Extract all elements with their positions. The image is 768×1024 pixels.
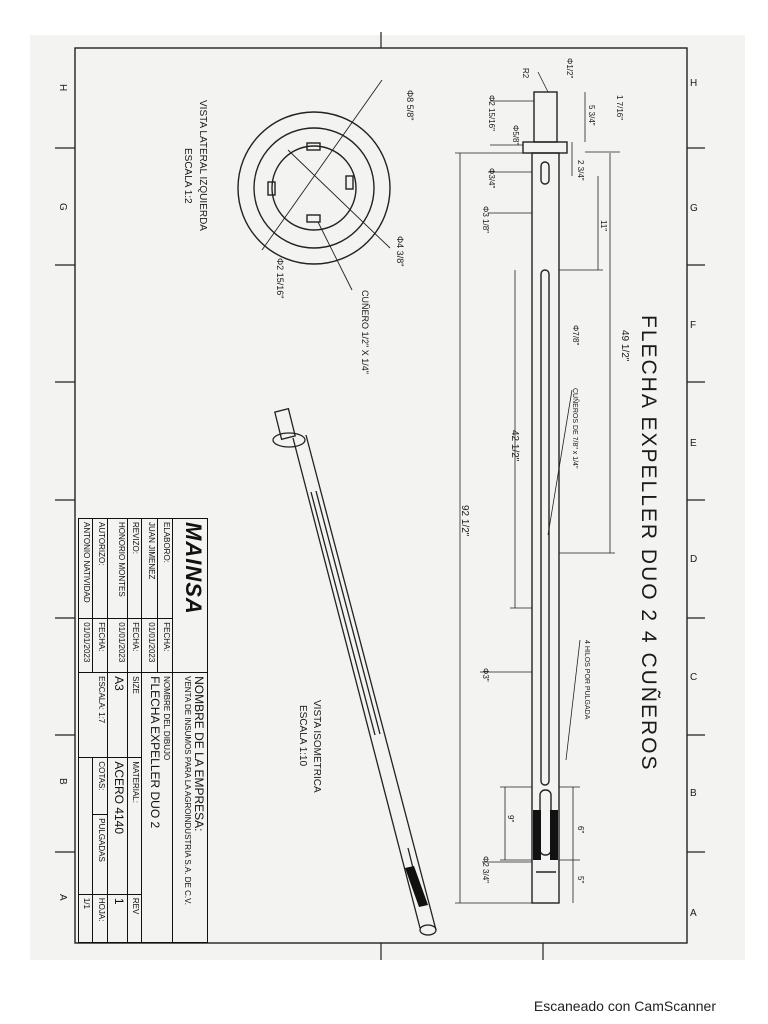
side-view-key-right — [346, 176, 353, 189]
border-letter-a-right: A — [690, 908, 697, 919]
dim-len-9: 9" — [506, 815, 515, 823]
dim-len-5: 5" — [576, 876, 585, 884]
drawing-title: FLECHA EXPELLER DUO 2 4 CUÑEROS — [637, 315, 660, 772]
drawing-name: FLECHA EXPELLER DUO 2 — [148, 676, 163, 829]
sheet-label: HOJA: — [93, 894, 107, 942]
side-view-key-bottom — [307, 215, 320, 222]
dim-inner: Φ2 15/16" — [275, 258, 285, 299]
reviso-fecha-label: FECHA: — [128, 619, 142, 673]
dim-len-1-7: 1 7/16" — [615, 95, 624, 121]
border-letter-h-right: H — [690, 78, 698, 89]
shaft-keyway-upper — [541, 162, 549, 184]
dim-len-49: 49 1/2" — [619, 330, 630, 362]
dim-d-3: Φ3" — [481, 668, 490, 682]
dim-d-3-1: Φ3 1/8" — [481, 206, 490, 234]
shaft-thread-slot — [540, 790, 551, 855]
autorizo-label: AUTORIZO: — [93, 519, 107, 619]
drawing-cell — [142, 673, 173, 943]
units-value: PULGADAS — [93, 815, 107, 895]
dim-d-5-8: Φ5/8" — [511, 125, 520, 146]
dim-hilos: 4 HILOS POR PULGADA — [583, 640, 590, 720]
sheet-value: 1/1 — [79, 894, 93, 942]
side-view — [238, 80, 390, 290]
size-label: SIZE — [128, 673, 142, 758]
reviso-name: HONORIO MONTES — [107, 519, 127, 619]
border-letter-g: G — [57, 203, 68, 211]
company-label: NOMBRE DE LA EMPRESA: — [192, 676, 206, 832]
units-spacer — [79, 758, 93, 895]
border-letter-f-right: F — [690, 320, 697, 331]
border-letter-c-right: C — [690, 672, 698, 683]
company-cell — [173, 673, 208, 943]
dim-len-42: 42 1/2" — [509, 430, 520, 462]
autorizo-name: ANTONIO NATIVIDAD — [79, 519, 93, 619]
dim-d-3-4: Φ3/4" — [487, 168, 496, 189]
dim-d-2-3: Φ2 3/4" — [481, 856, 490, 884]
dim-len-92: 92 1/2" — [459, 505, 470, 537]
iso-view-title: VISTA ISOMETRICA — [311, 700, 322, 793]
dim-d-7-8: Φ7/8" — [571, 325, 580, 346]
shaft-keyway-long — [541, 270, 549, 785]
drawing-label: NOMBRE DEL DIBUJO — [162, 676, 172, 761]
border-letter-g-right: G — [690, 203, 698, 214]
autorizo-fecha-label: FECHA: — [93, 619, 107, 673]
side-view-outer-circle — [238, 112, 390, 264]
rev-label: REV — [128, 894, 142, 942]
material-value: ACERO 4140 — [107, 758, 127, 895]
dim-keyways: CUÑEROS DE 7/8" x 1/4" — [571, 388, 578, 469]
scale-label: ESCALA: 1:7 — [79, 673, 108, 758]
shaft-main-view — [523, 92, 567, 903]
elaboro-name: JUAN JIMENEZ — [142, 519, 158, 619]
title-block — [78, 518, 208, 943]
dim-outer: Φ8 5/8" — [405, 90, 415, 121]
units-label: COTAS: — [93, 758, 107, 815]
dim-d2-15: Φ2 15/16" — [487, 95, 496, 131]
reviso-label: REVIZO: — [128, 519, 142, 619]
rev-value: 1 — [107, 894, 127, 942]
elaboro-label: ELABORO: — [157, 519, 173, 619]
dim-len-6: 6" — [576, 826, 585, 834]
border-letter-h: H — [57, 84, 68, 92]
company-logo: MAINSA — [173, 519, 208, 673]
side-view-title: VISTA LATERAL IZQUIERDA — [197, 100, 208, 231]
side-view-scale: ESCALA 1:2 — [182, 148, 193, 204]
dim-len-2-3: 2 3/4" — [576, 160, 585, 181]
dim-mid: Φ4 3/8" — [395, 236, 405, 267]
shaft-thread-band-right — [550, 810, 558, 860]
border-letter-a: A — [57, 894, 68, 901]
size-value: A3 — [107, 673, 127, 758]
iso-view-scale: ESCALA 1:10 — [297, 705, 308, 767]
dim-keyway: CUÑERO 1/2" X 1/4" — [360, 290, 370, 374]
company-name: VENTA DE INSUMOS PARA LA AGROINDUSTRIA S.A. DE C.V. — [183, 676, 192, 905]
border-letter-b-right: B — [690, 788, 697, 799]
elaboro-date: 01/01/2023 — [142, 619, 158, 673]
dim-r2: R2 — [521, 68, 530, 79]
border-letter-d-right: D — [690, 554, 698, 565]
dim-len-5-3: 5 3/4" — [587, 105, 596, 126]
isometric-view — [273, 409, 436, 935]
shaft-collar — [523, 142, 567, 153]
border-letter-b: B — [57, 778, 68, 785]
dim-tip: Φ1/2" — [565, 58, 574, 79]
dim-len-11: 11" — [599, 220, 608, 232]
shaft-tip — [534, 92, 557, 142]
shaft-thread-band-left — [533, 810, 541, 860]
scanner-footer: Escaneado con CamScanner — [533, 998, 716, 1014]
autorizo-date: 01/01/2023 — [79, 619, 93, 673]
border-letter-e-right: E — [690, 438, 697, 449]
reviso-date: 01/01/2023 — [107, 619, 127, 673]
material-label: MATERIAL: — [128, 758, 142, 895]
elaboro-fecha-label: FECHA: — [157, 619, 173, 673]
